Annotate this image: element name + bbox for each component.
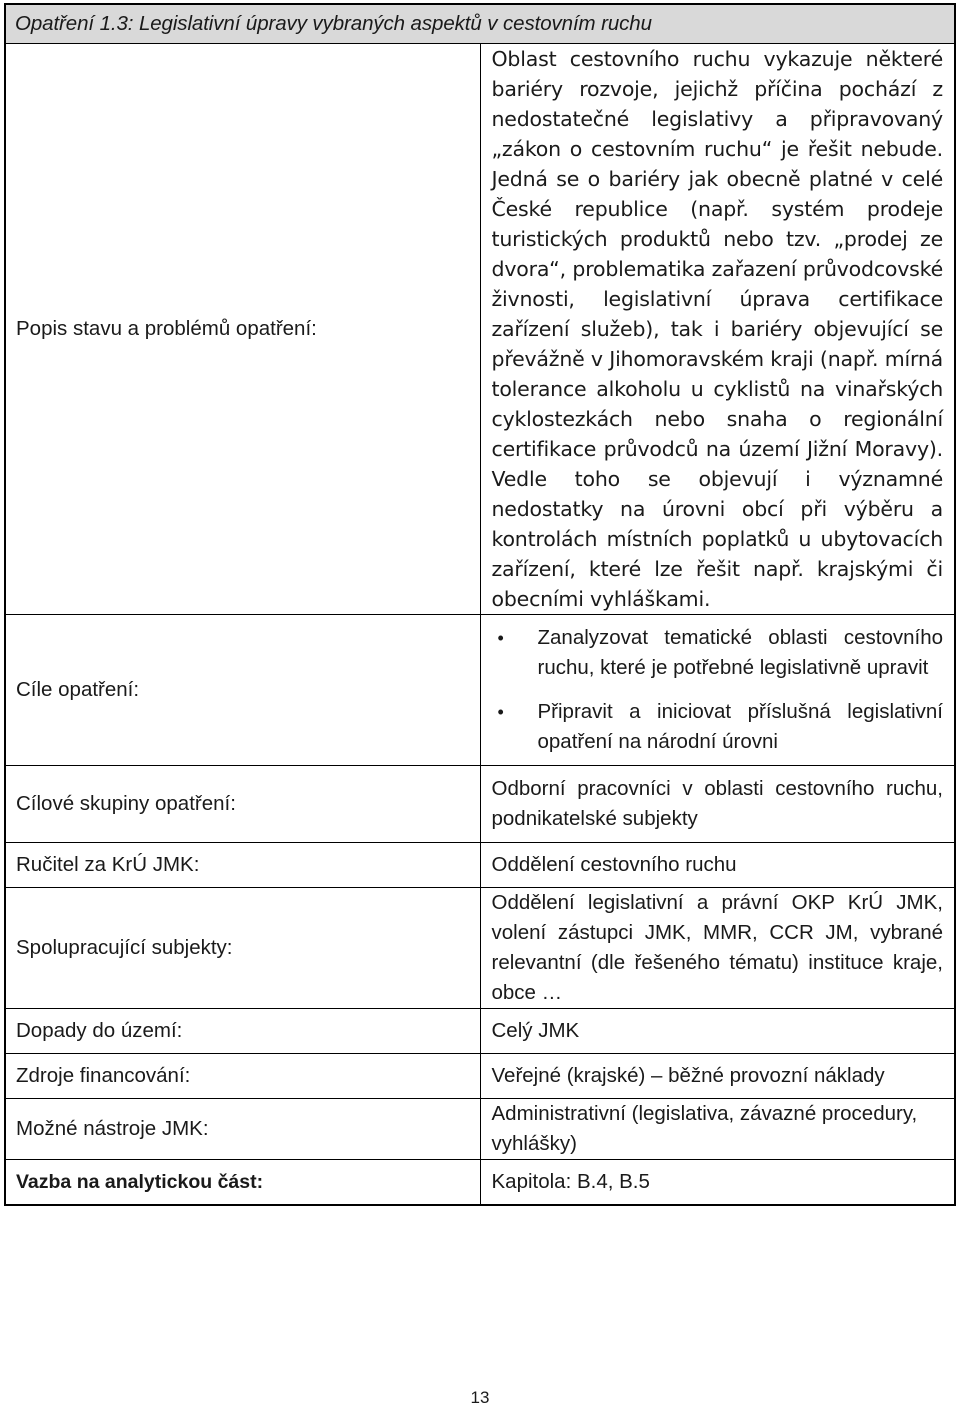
- value-popis: Oblast cestovního ruchu vykazuje některé bariéry rozvoje, jejichž příčina pochází z nedostatečné legislativy a připravovaný „zákon o cestovním ruchu“ je řešit nebude. Jedná se o bariéry jak obecně platné v celé České republice (např. systém prodeje turistických produktů nebo tzv. „prodej ze dvora“, problematika zařazení průvodcovské živnosti, legislativní úprava certifikace zařízení služeb), tak i bariéry objevující se převážně v Jihomoravském kraji (např. mírná tolerance alkoholu u cyklistů na vinařských cyklostezkách nebo snaha o regionální certifikace průvodců na území Jižní Moravy). Vedle toho se objevují i významné nedostatky na úrovni obcí při výběru a kontrolách místních poplatků u ubytovacích zařízení, které lze řešit např. krajskými či obecními vyhláškami.: [480, 44, 955, 615]
- row-cilove-skupiny: [5, 766, 955, 843]
- goal-text: Zanalyzovat tematické oblasti cestovního ruchu, které je potřebné legislativně upravit: [537, 626, 943, 679]
- goal-text: Připravit a iniciovat příslušná legislativní opatření na národní úrovni: [537, 700, 943, 753]
- value-dopady: Celý JMK: [480, 1009, 955, 1054]
- row-cile: [5, 615, 955, 766]
- row-dopady: [5, 1009, 955, 1054]
- row-vazba: [5, 1160, 955, 1206]
- row-popis: [5, 44, 955, 615]
- row-zdroje: [5, 1054, 955, 1099]
- bullet-dot-icon: •: [497, 702, 504, 722]
- row-rucitel: [5, 843, 955, 888]
- label-popis: Popis stavu a problémů opatření:: [5, 44, 480, 615]
- measure-table: [4, 3, 956, 1206]
- value-vazba: Kapitola: B.4, B.5: [480, 1160, 955, 1206]
- label-dopady: Dopady do území:: [5, 1009, 480, 1054]
- label-rucitel: Ručitel za KrÚ JMK:: [5, 843, 480, 888]
- label-zdroje: Zdroje financování:: [5, 1054, 480, 1099]
- bullet-dot-icon: •: [497, 628, 504, 648]
- label-cilove-skupiny: Cílové skupiny opatření:: [5, 766, 480, 843]
- value-cilove-skupiny: Odborní pracovníci v oblasti cestovního ruchu, podnikatelské subjekty: [480, 766, 955, 843]
- goal-item: [492, 623, 944, 683]
- measure-title: Opatření 1.3: Legislativní úpravy vybraných aspektů v cestovním ruchu: [5, 4, 955, 44]
- page-number: 13: [470, 1388, 490, 1407]
- row-spolupracujici: [5, 888, 955, 1009]
- value-spolupracujici: Oddělení legislativní a právní OKP KrÚ JMK, volení zástupci JMK, MMR, CCR JM, vybrané relevantní (dle řešeného tématu) instituce kraje, obce …: [480, 888, 955, 1009]
- label-nastroje: Možné nástroje JMK:: [5, 1099, 480, 1160]
- row-nastroje: [5, 1099, 955, 1160]
- label-vazba: Vazba na analytickou část:: [5, 1160, 480, 1206]
- goal-item: [492, 697, 944, 757]
- value-rucitel: Oddělení cestovního ruchu: [480, 843, 955, 888]
- value-cile: [480, 615, 955, 766]
- label-spolupracujici: Spolupracující subjekty:: [5, 888, 480, 1009]
- header-row: [5, 4, 955, 44]
- label-cile: Cíle opatření:: [5, 615, 480, 766]
- value-zdroje: Veřejné (krajské) – běžné provozní náklady: [480, 1054, 955, 1099]
- value-nastroje: Administrativní (legislativa, závazné procedury, vyhlášky): [480, 1099, 955, 1160]
- goals-list: [492, 623, 944, 757]
